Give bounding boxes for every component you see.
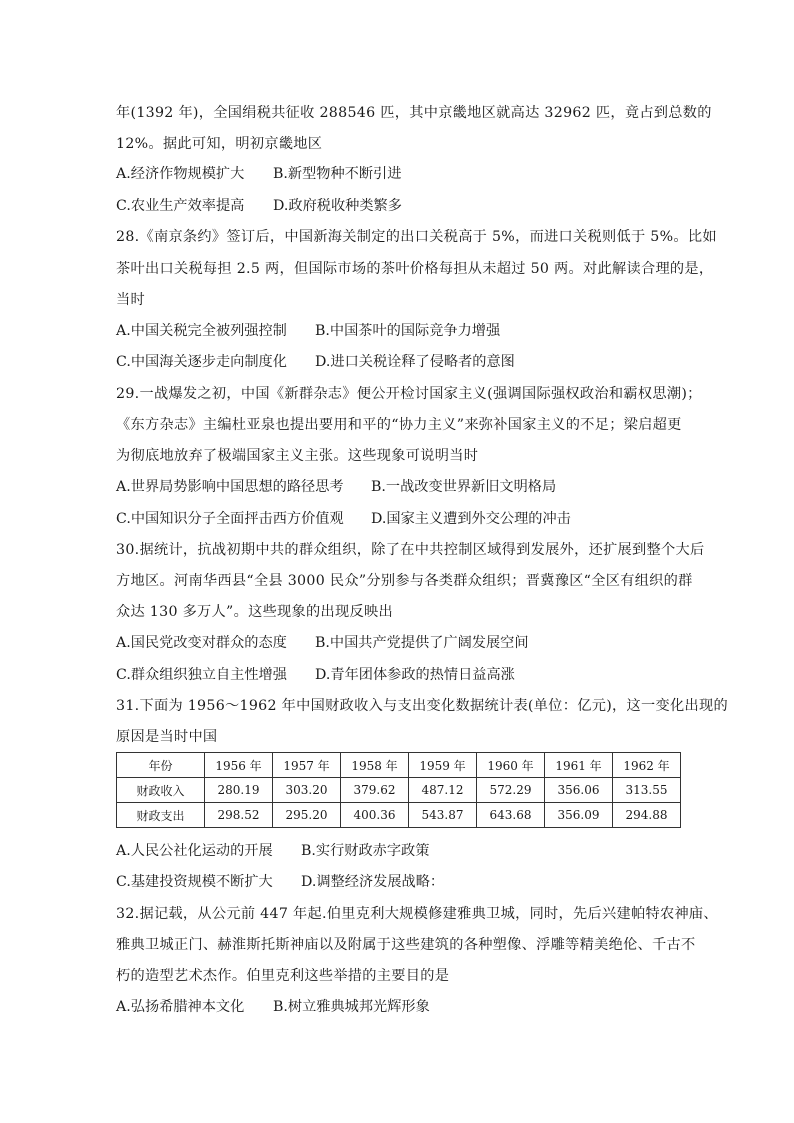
q27-text-line: 年(1392 年)，全国绢税共征收 288546 匹，其中京畿地区就高达 32962 匹，竟占到总数的: [116, 105, 712, 121]
q28-text-line: 28.《南京条约》签订后，中国新海关制定的出口关税高于 5%，而进口关税则低于 5%。比如: [116, 229, 717, 245]
q28-option-d: D.进口关税诠释了侵略者的意图: [315, 354, 515, 370]
table-header-cell: 1956 年: [205, 753, 273, 778]
q27-option-a: A.经济作物规模扩大: [116, 166, 245, 182]
table-cell: 643.68: [477, 803, 545, 828]
q31-text-line: 原因是当时中国: [116, 729, 218, 745]
table-header-row: [117, 753, 681, 778]
q31-option-d: D.调整经济发展战略：: [301, 874, 445, 890]
table-cell: 572.29: [477, 778, 545, 803]
q30-text-line: 众达 130 多万人”。这些现象的出现反映出: [116, 604, 393, 620]
q29-option-b: B.一战改变世界新旧文明格局: [371, 479, 557, 495]
q32-text-line: 朽的造型艺术杰作。伯里克利这些举措的主要目的是: [116, 968, 450, 984]
table-header-cell: 1960 年: [477, 753, 545, 778]
table-header-cell: 1962 年: [613, 753, 681, 778]
table-header-cell: 1959 年: [409, 753, 477, 778]
q29-option-d: D.国家主义遭到外交公理的冲击: [371, 511, 571, 527]
q30-option-b: B.中国共产党提供了广阔发展空间: [315, 635, 529, 651]
q28-option-a: A.中国关税完全被列强控制: [116, 323, 287, 339]
table-row: [117, 803, 681, 828]
q32-option-a: A.弘扬希腊神本文化: [116, 999, 245, 1015]
q32-text-line: 32.据记载，从公元前 447 年起.伯里克利大规模修建雅典卫城，同时，先后兴建帕特农神庙、: [116, 906, 718, 922]
table-header-cell: 1961 年: [545, 753, 613, 778]
q27-option-c: C.农业生产效率提高: [116, 198, 245, 214]
table-cell: 356.09: [545, 803, 613, 828]
q27-option-d: D.政府税收种类繁多: [273, 198, 402, 214]
q30-option-a: A.国民党改变对群众的态度: [116, 635, 287, 651]
table-cell: 313.55: [613, 778, 681, 803]
table-cell: 400.36: [341, 803, 409, 828]
q29-text-line: 为彻底地放弃了极端国家主义主张。这些现象可说明当时: [116, 448, 479, 464]
q27-text-line: 12%。据此可知，明初京畿地区: [116, 136, 323, 152]
q30-text-line: 30.据统计，抗战初期中共的群众组织，除了在中共控制区域得到发展外，还扩展到整个大后: [116, 542, 705, 558]
table-cell: 303.20: [273, 778, 341, 803]
q31-option-c: C.基建投资规模不断扩大: [116, 874, 273, 890]
table-header-cell: 1958 年: [341, 753, 409, 778]
q31-option-b: B.实行财政赤字政策: [301, 843, 430, 859]
table-cell: 294.88: [613, 803, 681, 828]
q30-option-c: C.群众组织独立自主性增强: [116, 667, 287, 683]
q30-text-line: 方地区。河南华西县“全县 3000 民众”分别参与各类群众组织；晋冀豫区“全区有组织的群: [116, 573, 693, 589]
table-cell: 295.20: [273, 803, 341, 828]
q31-option-a: A.人民公社化运动的开展: [116, 843, 273, 859]
q29-text-line: 29.一战爆发之初，中国《新群杂志》便公开检讨国家主义(强调国际强权政治和霸权思潮)；: [116, 386, 702, 402]
table-cell: 356.06: [545, 778, 613, 803]
table-cell: 财政支出: [117, 803, 205, 828]
q29-option-c: C.中国知识分子全面抨击西方价值观: [116, 511, 344, 527]
q30-option-d: D.青年团体参政的热情日益高涨: [315, 667, 515, 683]
table-header-cell: 1957 年: [273, 753, 341, 778]
table-row: [117, 778, 681, 803]
q28-option-c: C.中国海关逐步走向制度化: [116, 354, 287, 370]
q27-option-b: B.新型物种不断引进: [273, 166, 402, 182]
table-header-cell: 年份: [117, 753, 205, 778]
q31-text-line: 31.下面为 1956～1962 年中国财政收入与支出变化数据统计表(单位：亿元)，这一变化出现的: [116, 698, 728, 714]
q28-text-line: 当时: [116, 292, 145, 308]
table-cell: 543.87: [409, 803, 477, 828]
table-cell: 487.12: [409, 778, 477, 803]
finance-table: [116, 752, 681, 828]
table-cell: 379.62: [341, 778, 409, 803]
q32-option-b: B.树立雅典城邦光辉形象: [273, 999, 430, 1015]
table-cell: 280.19: [205, 778, 273, 803]
table-cell: 298.52: [205, 803, 273, 828]
q32-text-line: 雅典卫城正门、赫淮斯托斯神庙以及附属于这些建筑的各种塑像、浮雕等精美绝伦、千古不: [116, 937, 696, 953]
q29-option-a: A.世界局势影响中国思想的路径思考: [116, 479, 344, 495]
q29-text-line: 《东方杂志》主编杜亚泉也提出要用和平的“协力主义”来弥补国家主义的不足；梁启超更: [116, 417, 682, 433]
table-cell: 财政收入: [117, 778, 205, 803]
q28-text-line: 茶叶出口关税每担 2.5 两，但国际市场的茶叶价格每担从未超过 50 两。对此解读合理的是，: [116, 261, 714, 277]
q28-option-b: B.中国茶叶的国际竞争力增强: [315, 323, 501, 339]
